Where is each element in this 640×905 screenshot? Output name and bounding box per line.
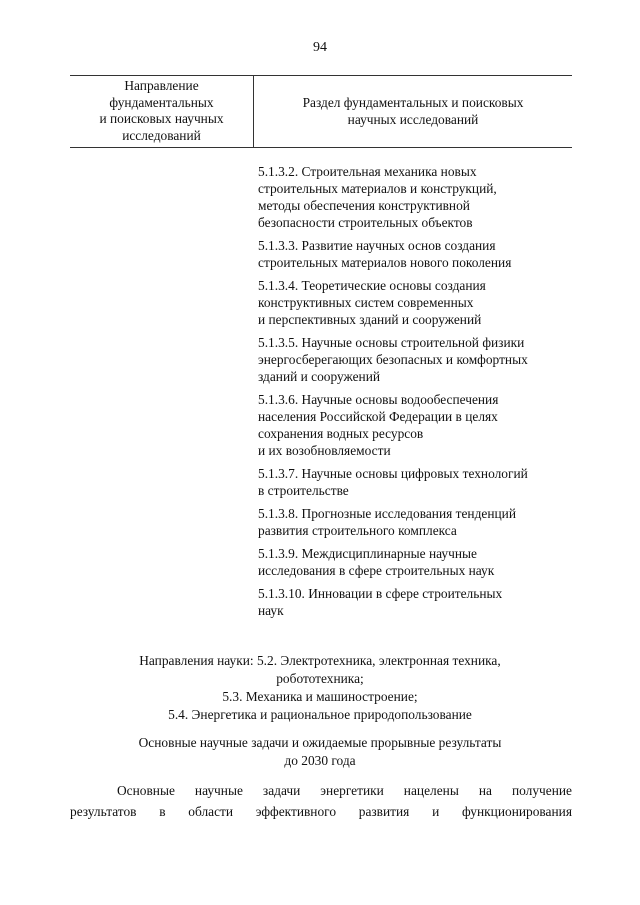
heading-line: до 2030 года — [284, 753, 356, 768]
section-entry — [258, 334, 568, 385]
section-entry — [258, 163, 568, 231]
section-entry — [258, 585, 568, 619]
entry-line: строительных материалов и конструкций, — [258, 181, 497, 196]
entry-line: 5.1.3.10. Инновации в сфере строительных — [258, 586, 503, 601]
entry-line: наук — [258, 603, 284, 618]
section-entry — [258, 391, 568, 459]
entry-line: конструктивных систем современных — [258, 295, 474, 310]
entry-line: исследования в сфере строительных наук — [258, 563, 495, 578]
entry-line: 5.1.3.9. Междисциплинарные научные — [258, 546, 477, 561]
direction-line: робототехника; — [276, 671, 364, 686]
direction-line: 5.4. Энергетика и рациональное природопользование — [168, 707, 472, 722]
entry-line: и перспективных зданий и сооружений — [258, 312, 482, 327]
header-text-line: Направление — [124, 78, 199, 93]
heading-line: Основные научные задачи и ожидаемые прорывные результаты — [138, 735, 502, 750]
entry-line: развития строительного комплекса — [258, 523, 457, 538]
header-text-line: исследований — [122, 127, 201, 143]
entry-line: сохранения водных ресурсов — [258, 426, 424, 441]
header-text-line: Раздел фундаментальных и поисковых — [302, 95, 524, 110]
entry-line: 5.1.3.5. Научные основы строительной физики — [258, 335, 525, 350]
direction-line: 5.3. Механика и машиностроение; — [222, 689, 418, 704]
paragraph-line: результатов в области эффективного развития и функционирования — [70, 804, 572, 819]
science-directions — [0, 652, 640, 724]
entry-line: в строительстве — [258, 483, 349, 498]
entry-line: населения Российской Федерации в целях — [258, 409, 498, 424]
section-entry — [258, 277, 568, 328]
paragraph-line: Основные научные задачи энергетики нацелены на получение — [117, 783, 572, 798]
entry-line: зданий и сооружений — [258, 369, 381, 384]
section-list — [258, 163, 568, 625]
table-header — [70, 75, 572, 148]
table-header-direction — [70, 76, 253, 144]
entry-line: методы обеспечения конструктивной — [258, 198, 470, 213]
direction-line: Направления науки: 5.2. Электротехника, электронная техника, — [139, 653, 501, 668]
entry-line: энергосберегающих безопасных и комфортных — [258, 352, 528, 367]
entry-line: и их возобновляемости — [258, 443, 391, 458]
entry-line: строительных материалов нового поколения — [258, 255, 512, 270]
section-entry — [258, 545, 568, 579]
header-text-line: и поисковых научных — [99, 111, 224, 126]
entry-line: 5.1.3.6. Научные основы водообеспечения — [258, 392, 499, 407]
tasks-heading — [0, 734, 640, 770]
table-header-section — [254, 76, 572, 147]
section-entry — [258, 237, 568, 271]
entry-line: безопасности строительных объектов — [258, 215, 473, 230]
header-text-line: научных исследований — [347, 111, 479, 127]
entry-line: 5.1.3.3. Развитие научных основ создания — [258, 238, 496, 253]
page-number: 94 — [313, 40, 327, 55]
section-entry — [258, 505, 568, 539]
entry-line: 5.1.3.4. Теоретические основы создания — [258, 278, 486, 293]
entry-line: 5.1.3.8. Прогнозные исследования тенденций — [258, 506, 516, 521]
entry-line: 5.1.3.7. Научные основы цифровых технологий — [258, 466, 528, 481]
entry-line: 5.1.3.2. Строительная механика новых — [258, 164, 477, 179]
header-text-line: фундаментальных — [109, 94, 214, 110]
section-entry — [258, 465, 568, 499]
